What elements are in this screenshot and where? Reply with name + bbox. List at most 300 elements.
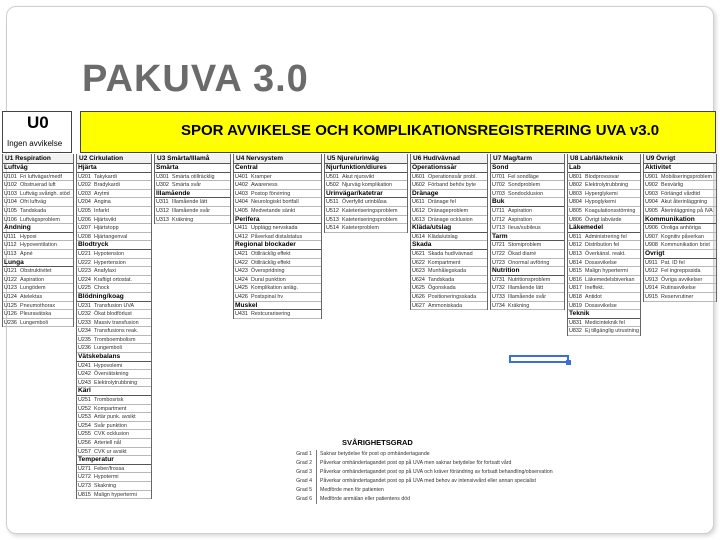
row-text: Awareness (251, 182, 278, 189)
row-code: U112 (4, 242, 17, 249)
row-code: U512 (326, 207, 339, 214)
row-code: U613 (412, 216, 425, 223)
table-row (568, 259, 640, 268)
row-code: U731 (492, 276, 505, 283)
row-code: U903 (645, 190, 658, 197)
row-code: U914 (645, 285, 658, 292)
row-text: Hypotension (94, 250, 124, 257)
table-row (77, 491, 151, 500)
section-label: Lunga (3, 259, 73, 268)
table-row (77, 413, 151, 422)
row-code: U815 (569, 268, 582, 275)
row-code: U252 (78, 405, 91, 412)
sheet-title-banner (80, 111, 716, 153)
table-row (568, 190, 640, 199)
row-code: U233 (78, 319, 91, 326)
table-row (77, 482, 151, 491)
row-code: U601 (412, 173, 425, 180)
row-code: U723 (492, 259, 505, 266)
row-code: U421 (235, 250, 248, 257)
table-row (491, 250, 564, 259)
grading-row (232, 459, 716, 468)
row-code: U711 (492, 207, 505, 214)
table-row (411, 250, 487, 259)
table-row (234, 190, 321, 199)
row-text: Atelektas (20, 293, 43, 300)
row-code: U611 (412, 199, 425, 206)
row-text: Reservrutiner (661, 293, 694, 300)
table-row (77, 379, 151, 388)
grading-row (232, 495, 716, 504)
row-text: Överkänsl. reakt. (585, 250, 626, 257)
table-row (644, 241, 716, 250)
row-code: U125 (4, 302, 17, 309)
table-row (491, 216, 564, 225)
table-row (77, 319, 151, 328)
row-text: Hjärtsvikt (94, 216, 117, 223)
row-code: U241 (78, 362, 91, 369)
row-text: Operationssår probl. (428, 173, 477, 180)
row-text: Tandskada (20, 207, 47, 214)
row-text: Obstruktivitet (20, 268, 52, 275)
row-text: Dränage fel (428, 199, 456, 206)
row-text: Medicinteknik fel (585, 319, 625, 326)
table-row (3, 310, 73, 319)
row-code: U627 (412, 302, 425, 309)
row-code: U832 (569, 328, 582, 335)
row-code: U401 (235, 173, 248, 180)
table-row (325, 216, 407, 225)
row-text: Kompartment (94, 405, 127, 412)
row-text: Elektrolytrubbning (94, 379, 138, 386)
row-code: U422 (235, 259, 248, 266)
table-row (568, 327, 640, 336)
table-row (77, 439, 151, 448)
row-code: U256 (78, 440, 91, 446)
row-text: Koagulationsstörning (585, 207, 636, 214)
grading-title: SVÅRIGHETSGRAD (342, 438, 413, 447)
section-label: Sond (491, 164, 564, 173)
row-text: Postspinal hv (251, 293, 284, 300)
table-row (411, 284, 487, 293)
section-label: Övrigt (644, 250, 716, 259)
row-code: U221 (78, 250, 91, 257)
section-label: Hjärta (77, 164, 151, 173)
table-row (644, 267, 716, 276)
category-column (324, 154, 408, 233)
u0-label: Ingen avvikelse (7, 139, 63, 148)
row-code: U234 (78, 328, 91, 335)
row-text: Massiv transfusion (94, 319, 139, 326)
row-text: Administrering fel (585, 233, 627, 240)
row-text: Angina (94, 199, 111, 206)
row-text: Apné (20, 250, 33, 257)
column-header: U8 Lab/läk/teknik (568, 154, 640, 164)
table-row (3, 173, 73, 182)
table-row (234, 276, 321, 285)
row-code: U405 (235, 207, 248, 214)
section-label: Blodtryck (77, 241, 151, 250)
table-row (77, 276, 151, 285)
row-text: Hypertension (94, 259, 126, 266)
row-code: U273 (78, 482, 91, 489)
table-row (491, 259, 564, 268)
table-row (234, 233, 321, 242)
table-row (3, 190, 73, 199)
table-row (411, 233, 487, 242)
row-code: U223 (78, 268, 91, 275)
row-code: U911 (645, 259, 658, 266)
row-code: U101 (4, 173, 17, 180)
section-label: Kläda/utslag (411, 224, 487, 233)
row-code: U907 (645, 233, 658, 240)
row-text: Medvetande sänkt (251, 207, 296, 214)
table-row (491, 276, 564, 285)
row-text: Lungemboli (94, 345, 122, 352)
row-code: U904 (645, 199, 658, 206)
table-row (411, 293, 487, 302)
table-row (568, 319, 640, 328)
grade-description: Påverkar omhändertagandet post op på UVA med behov av intensivvård eller annan specialist (316, 477, 536, 486)
table-row (3, 216, 73, 225)
row-code: U624 (412, 276, 425, 283)
row-code: U804 (569, 199, 582, 206)
row-code: U819 (569, 302, 582, 309)
table-row (568, 284, 640, 293)
row-code: U811 (569, 233, 582, 240)
row-code: U801 (569, 173, 582, 180)
section-label: Dränage (411, 190, 487, 199)
row-text: Aspiration (20, 276, 44, 283)
row-text: Pleuravätska (20, 311, 52, 318)
row-code: U621 (412, 250, 425, 257)
table-row (491, 207, 564, 216)
table-row (77, 405, 151, 414)
table-row (77, 173, 151, 182)
table-row (568, 302, 640, 311)
row-code: U403 (235, 190, 248, 197)
row-text: Återinläggning på IVA (661, 207, 713, 214)
row-text: Lungödem (20, 285, 46, 292)
row-code: U902 (645, 182, 658, 189)
row-code: U203 (78, 190, 91, 197)
table-row (3, 198, 73, 207)
table-row (568, 216, 640, 225)
table-row (77, 207, 151, 216)
table-row (644, 284, 716, 293)
table-row (491, 181, 564, 190)
row-text: Hypovolemi (94, 362, 123, 369)
row-text: Rutinavvikelse (661, 285, 696, 292)
row-code: U901 (645, 173, 658, 180)
table-row (568, 267, 640, 276)
table-row (234, 250, 321, 259)
row-text: CVK ocklusion (94, 431, 130, 438)
row-code: U236 (4, 319, 17, 326)
row-code: U254 (78, 422, 91, 429)
table-row (3, 276, 73, 285)
section-label: Temperatur (77, 456, 151, 465)
table-row (77, 259, 151, 268)
table-row (3, 181, 73, 190)
section-label: Operationssår (411, 164, 487, 173)
grading-row (232, 477, 716, 486)
row-code: U702 (492, 182, 505, 189)
row-text: Njurväg komplikation (342, 182, 393, 189)
row-code: U514 (326, 225, 339, 232)
row-text: Feber/frossa (94, 465, 125, 472)
table-row (568, 233, 640, 242)
row-text: Onormal avföring (508, 259, 550, 266)
table-row (77, 216, 151, 225)
table-row (325, 173, 407, 182)
row-text: Aspiration (508, 207, 532, 214)
category-column (490, 154, 565, 310)
row-text: Ammoniskada (428, 302, 463, 309)
row-code: U602 (412, 182, 425, 189)
section-label: Kommunikation (644, 216, 716, 225)
table-row (568, 181, 640, 190)
row-text: Hypotermi (94, 474, 119, 481)
table-row (234, 293, 321, 302)
row-code: U255 (78, 431, 91, 438)
table-row (491, 302, 564, 311)
table-row (234, 284, 321, 293)
row-text: Överfylld urinblåsa (342, 199, 387, 206)
row-code: U424 (235, 276, 248, 283)
row-text: Hypoventilation (20, 242, 57, 249)
row-text: Kateteriseringsproblem (342, 216, 398, 223)
section-label: Blödning/koag (77, 293, 151, 302)
row-text: Övriga avvikelser (661, 276, 703, 283)
row-text: Hjärtangenval (94, 233, 128, 240)
table-row (644, 233, 716, 242)
row-code: U431 (235, 311, 248, 318)
table-row (234, 224, 321, 233)
row-text: Positioneringsskada (428, 293, 477, 300)
row-code: U257 (78, 448, 91, 455)
row-text: Dosavvikelse (585, 302, 617, 309)
section-label: Urinvägar/katetrar (325, 190, 407, 199)
row-code: U123 (4, 285, 17, 292)
row-text: Lungemboli (20, 319, 48, 326)
table-row (411, 267, 487, 276)
row-text: Obstruerad luft (20, 182, 56, 189)
table-row (155, 198, 230, 207)
grade-label: Grad 2 (296, 460, 312, 466)
section-label: Buk (491, 198, 564, 207)
row-text: Dränage ocklusion (428, 216, 473, 223)
row-text: Illamående lätt (508, 285, 544, 292)
row-code: U623 (412, 268, 425, 275)
row-text: Påverkad distalstatus (251, 233, 303, 240)
row-text: Hypoglykemi (585, 199, 616, 206)
table-row (234, 198, 321, 207)
row-text: Munhålegskada (428, 268, 467, 275)
grade-description: Påverkar omhändertagandet post op på UVA men saknar betydelse för fortsatt vård (316, 459, 511, 468)
row-code: U831 (569, 319, 582, 326)
u0-code: U0 (27, 113, 49, 132)
table-row (411, 302, 487, 311)
row-code: U805 (569, 207, 582, 214)
row-text: Pat. ID fel (661, 259, 685, 266)
row-text: Sondproblem (508, 182, 541, 189)
row-text: Fel sondläge (508, 173, 539, 180)
table-row (77, 190, 151, 199)
row-text: Hyperglykemi (585, 190, 618, 197)
table-row (77, 362, 151, 371)
row-code: U722 (492, 250, 505, 257)
row-text: Kläda/utslag (428, 233, 458, 240)
grade-label: Grad 1 (296, 451, 312, 457)
section-label: Aktivitet (644, 164, 716, 173)
section-label: Vätskebalans (77, 353, 151, 362)
row-text: Antidot (585, 293, 602, 300)
row-code: U311 (156, 199, 169, 206)
table-row (568, 207, 640, 216)
table-row (411, 259, 487, 268)
category-column (567, 154, 641, 336)
table-row (155, 216, 230, 225)
row-text: Pneumothorax (20, 302, 56, 309)
section-label: Perifera (234, 216, 321, 225)
grade-label: Grad 5 (296, 487, 312, 493)
row-text: Upplägg nervskada (251, 225, 298, 232)
row-text: Takykardi (94, 173, 117, 180)
section-label: Läkemedel (568, 224, 640, 233)
column-header: U9 Övrigt (644, 154, 716, 164)
fill-handle[interactable] (566, 360, 571, 365)
row-code: U915 (645, 293, 658, 300)
row-text: Akut återinläggning (661, 199, 708, 206)
row-code: U302 (156, 182, 169, 189)
column-header: U4 Nervsystem (234, 154, 321, 164)
row-text: Luftväg svårigh. stöd (20, 190, 70, 197)
table-row (568, 198, 640, 207)
table-row (234, 267, 321, 276)
row-code: U242 (78, 371, 91, 378)
row-text: Kateterproblem (342, 225, 379, 232)
row-text: Ökad diarré (508, 250, 537, 257)
row-text: Infarkt (94, 207, 109, 214)
table-row (644, 207, 716, 216)
row-code: U501 (326, 173, 339, 180)
table-row (491, 173, 564, 182)
table-row (568, 276, 640, 285)
table-row (77, 198, 151, 207)
row-text: Arytmi (94, 190, 110, 197)
category-column (2, 154, 74, 327)
row-code: U734 (492, 302, 505, 309)
row-text: Kateteriseringsproblem (342, 207, 398, 214)
row-code: U802 (569, 182, 582, 189)
row-code: U402 (235, 182, 248, 189)
row-code: U803 (569, 190, 582, 197)
row-text: Ögonskada (428, 285, 456, 292)
row-text: Transfusions reak. (94, 328, 139, 335)
grade-description: Medförde anmälan eller patientens död (316, 495, 410, 504)
row-code: U113 (4, 250, 17, 257)
table-row (325, 198, 407, 207)
table-row (77, 396, 151, 405)
table-row (491, 293, 564, 302)
section-label: Tarm (491, 233, 564, 242)
table-row (77, 310, 151, 319)
row-text: Illamående lätt (172, 199, 208, 206)
row-text: Tandskada (428, 276, 455, 283)
table-row (155, 173, 230, 182)
row-text: Förband behöv byte (428, 182, 476, 189)
row-text: Restcurarisering (251, 311, 291, 318)
row-code: U225 (78, 285, 91, 292)
grading-row (232, 486, 716, 495)
row-text: Övervätskning (94, 371, 129, 378)
row-code: U814 (569, 259, 582, 266)
row-text: Aspiration (508, 216, 532, 223)
row-text: Ej tillgänglig utrustning (585, 328, 639, 335)
row-text: Svår punktion (94, 422, 127, 429)
row-text: Anafylaxi (94, 268, 116, 275)
row-text: Kräkning (172, 216, 194, 223)
table-row (77, 336, 151, 345)
column-header: U6 Hud/vävnad (411, 154, 487, 164)
row-code: U312 (156, 207, 169, 214)
row-text: Chock (94, 285, 110, 292)
selected-cell[interactable] (509, 355, 569, 363)
row-text: Kräkning (508, 302, 530, 309)
row-code: U812 (569, 242, 582, 249)
table-row (411, 207, 487, 216)
row-text: Illamående svår (508, 293, 547, 300)
section-label: Nutrition (491, 267, 564, 276)
row-code: U105 (4, 207, 17, 214)
table-row (644, 181, 716, 190)
row-code: U121 (4, 268, 17, 275)
row-code: U111 (4, 233, 17, 240)
section-label: Lab (568, 164, 640, 173)
table-row (644, 190, 716, 199)
table-row (644, 259, 716, 268)
table-row (325, 224, 407, 233)
column-header: U7 Mag/tarm (491, 154, 564, 164)
row-code: U106 (4, 216, 17, 223)
table-row (77, 465, 151, 474)
grading-table (232, 438, 716, 528)
row-text: Smärta otillräcklig (172, 173, 215, 180)
row-text: Dosavvikelse (585, 259, 617, 266)
section-label: Central (234, 164, 321, 173)
row-code: U813 (569, 250, 582, 257)
category-column (410, 154, 488, 310)
table-row (325, 207, 407, 216)
table-row (491, 190, 564, 199)
row-text: Kommunikation brist (661, 242, 710, 249)
category-column (233, 154, 322, 319)
row-text: Stomiproblem (508, 242, 542, 249)
table-row (3, 267, 73, 276)
row-code: U411 (235, 225, 248, 232)
column-header: U1 Respiration (3, 154, 73, 164)
row-code: U301 (156, 173, 169, 180)
table-row (491, 224, 564, 233)
row-text: Dränageproblem (428, 207, 469, 214)
column-header: U5 Njure/urinväg (325, 154, 407, 164)
row-text: Ökat blodförlust (94, 311, 132, 318)
spreadsheet-image (0, 108, 720, 528)
row-text: Otillräcklig effekt (251, 259, 291, 266)
row-text: CVK ur avsikt (94, 448, 127, 455)
row-code: U703 (492, 190, 505, 197)
